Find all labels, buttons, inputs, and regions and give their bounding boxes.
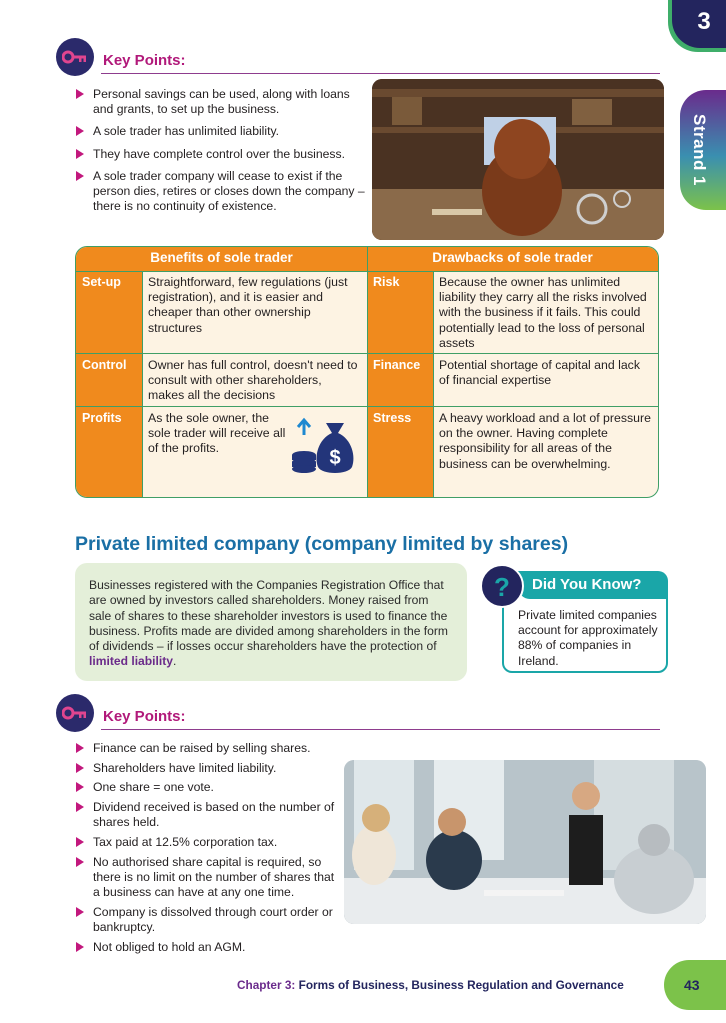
svg-text:?: ? bbox=[494, 572, 510, 600]
table-cell: Because the owner has unlimited liability they carry all the risks involved with the business if it fails. This could potentially lead to the loss of personal assets bbox=[439, 275, 647, 350]
row-label-setup: Set-up bbox=[76, 271, 142, 353]
svg-text:$: $ bbox=[329, 447, 341, 469]
key-points-list-1 bbox=[75, 87, 365, 214]
strand-label: Strand 1 bbox=[690, 114, 709, 187]
chapter-number: 3 bbox=[697, 8, 711, 35]
row-label-risk: Risk bbox=[367, 271, 433, 353]
row-label-finance: Finance bbox=[367, 354, 433, 406]
table-cell: A heavy workload and a lot of pressure on the owner. Having complete responsibility for all areas of the business can be overwhelming. bbox=[439, 411, 651, 471]
key-points-header-2 bbox=[56, 694, 660, 734]
key-icon bbox=[56, 694, 94, 732]
benefits-header: Benefits of sole trader bbox=[76, 247, 367, 271]
list-item: No authorised share capital is required, so there is no limit on the number of shares that a business can have at any one time. bbox=[75, 855, 337, 901]
list-item: Not obliged to hold an AGM. bbox=[75, 940, 337, 955]
key-icon bbox=[56, 38, 94, 76]
row-label-stress: Stress bbox=[367, 407, 433, 497]
table-cell: Straightforward, few regulations (just registration), and it is easier and cheaper than other ownership structures bbox=[148, 275, 348, 335]
intro-box bbox=[75, 563, 467, 681]
list-item: A sole trader company will cease to exist if the person dies, retires or closes down the company – there is no continuity of existence. bbox=[75, 169, 365, 215]
table-cell: Owner has full control, doesn't need to consult with other shareholders, makes all the decisions bbox=[148, 358, 358, 403]
did-you-know-title: Did You Know? bbox=[518, 571, 668, 599]
photo-woman-at-laptop bbox=[372, 79, 664, 240]
list-item: Tax paid at 12.5% corporation tax. bbox=[75, 835, 337, 850]
chapter-title: Forms of Business, Business Regulation and Governance bbox=[298, 978, 624, 992]
divider bbox=[101, 73, 660, 74]
table-cell: As the sole owner, the sole trader will receive all of the profits. bbox=[148, 411, 286, 456]
row-label-profits: Profits bbox=[76, 407, 142, 497]
strand-tab bbox=[680, 90, 726, 210]
page-number: 43 bbox=[684, 977, 700, 993]
table-cell: Potential shortage of capital and lack of financial expertise bbox=[439, 358, 640, 388]
chapter-label: Chapter 3: bbox=[237, 978, 296, 992]
list-item: Dividend received is based on the number of shares held. bbox=[75, 800, 337, 830]
list-item: Personal savings can be used, along with loans and grants, to set up the business. bbox=[75, 87, 365, 117]
drawbacks-header: Drawbacks of sole trader bbox=[367, 247, 658, 271]
divider bbox=[101, 729, 660, 730]
key-points-list-2 bbox=[75, 741, 337, 955]
footer-chapter bbox=[237, 978, 624, 992]
section-title: Private limited company (company limited by shares) bbox=[75, 533, 569, 555]
question-icon bbox=[480, 564, 524, 608]
key-points-title: Key Points: bbox=[103, 708, 186, 725]
page-number-tab bbox=[664, 960, 726, 1010]
intro-text: Businesses registered with the Companies Registration Office that are owned by investors called shareholders. Money raised from sale of shares to these shareholder investors is used to finance the business. Profits made are divided among shareholders in the form of dividends – if losses occur shareholders have the protection of bbox=[89, 578, 448, 654]
chapter-tab bbox=[672, 0, 726, 48]
list-item: Finance can be raised by selling shares. bbox=[75, 741, 337, 756]
list-item: Company is dissolved through court order or bankruptcy. bbox=[75, 905, 337, 935]
divider bbox=[142, 271, 143, 497]
row-label-control: Control bbox=[76, 354, 142, 406]
divider bbox=[76, 406, 658, 407]
list-item: They have complete control over the business. bbox=[75, 147, 365, 162]
key-points-header-1 bbox=[56, 38, 660, 78]
divider bbox=[76, 353, 658, 354]
intro-highlight: limited liability bbox=[89, 654, 174, 669]
did-you-know-text: Private limited companies account for approximately 88% of companies in Ireland. bbox=[518, 608, 658, 668]
money-bag-icon bbox=[290, 417, 358, 484]
intro-end: . bbox=[173, 654, 177, 669]
list-item: One share = one vote. bbox=[75, 780, 337, 795]
divider bbox=[433, 271, 434, 497]
divider bbox=[76, 271, 658, 272]
key-points-title: Key Points: bbox=[103, 52, 186, 69]
sole-trader-table bbox=[75, 246, 659, 498]
list-item: Shareholders have limited liability. bbox=[75, 761, 337, 776]
divider bbox=[367, 247, 368, 497]
photo-business-meeting bbox=[344, 760, 706, 924]
list-item: A sole trader has unlimited liability. bbox=[75, 124, 365, 139]
